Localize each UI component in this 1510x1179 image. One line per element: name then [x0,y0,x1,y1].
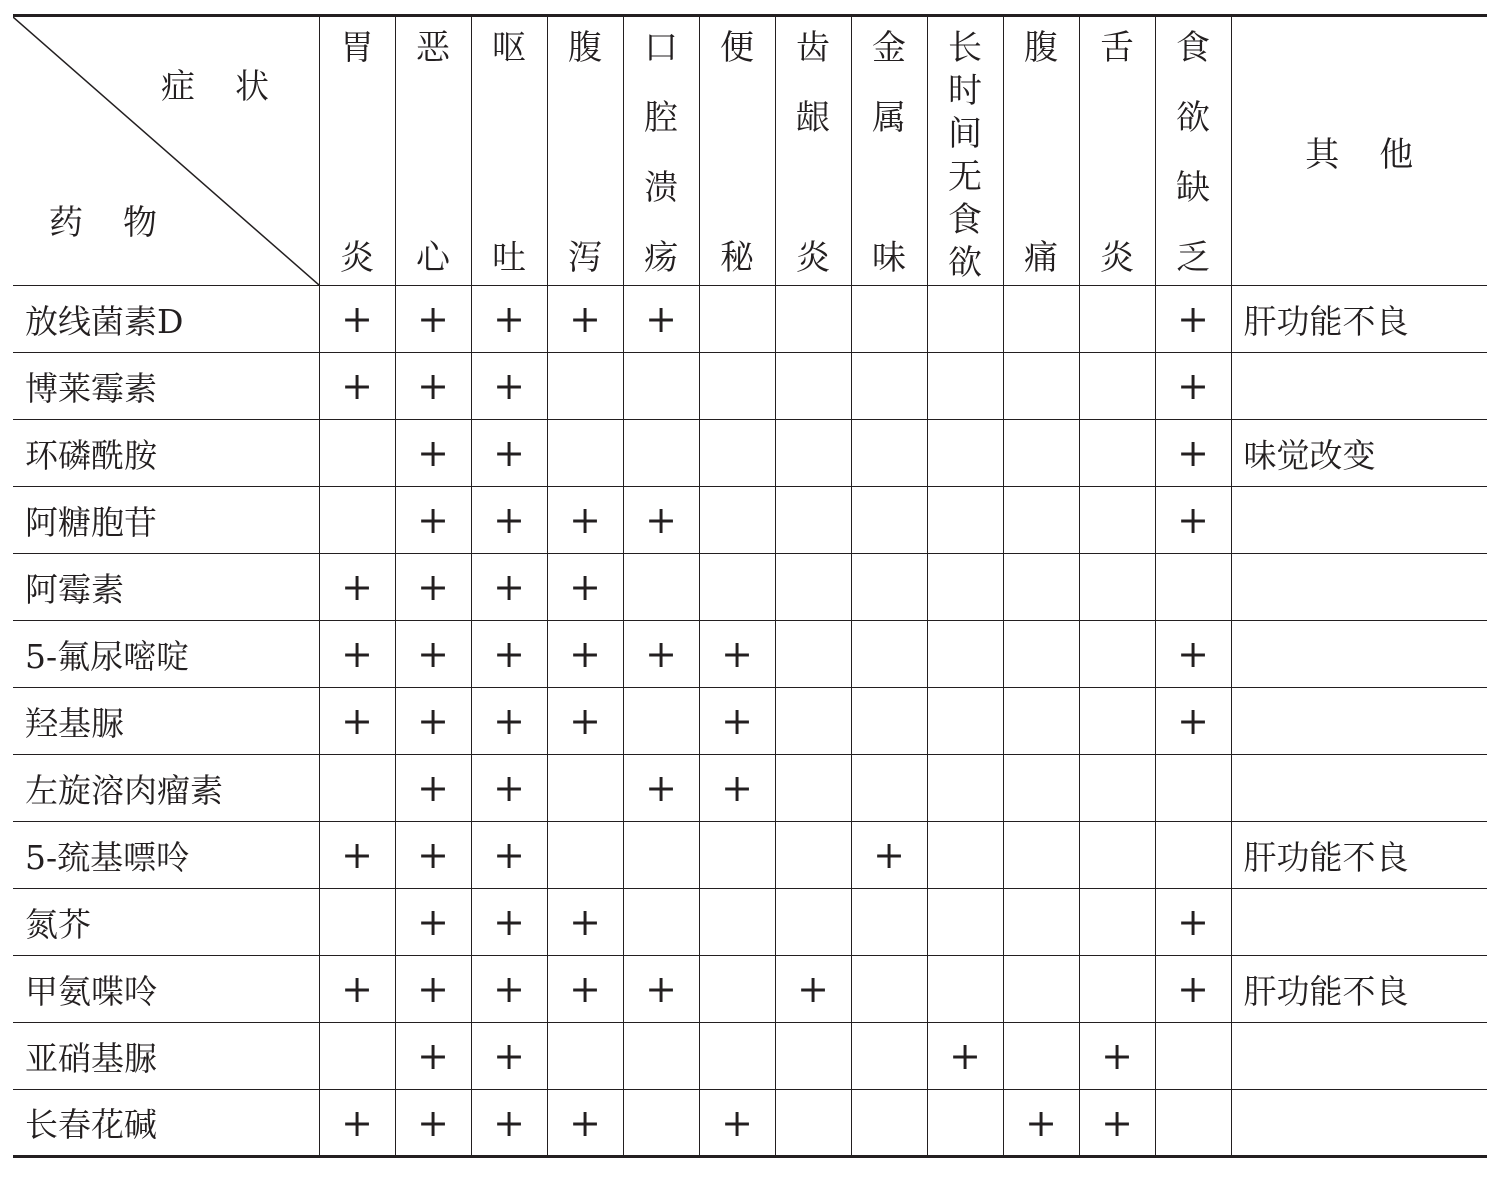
mark-cell-poor-appetite: + [1155,487,1231,554]
drug-name-cell: 阿霉素 [13,554,319,621]
empty-cell [851,420,927,487]
header-char: 溃 [644,168,678,208]
corner-label-drug: 药物 [49,203,197,243]
empty-cell [1155,1023,1231,1090]
other-effect-cell [1231,1090,1487,1157]
mark-cell-vomiting: + [471,554,547,621]
header-char: 心 [416,238,450,278]
empty-cell [1003,420,1079,487]
mark-cell-nausea: + [395,688,471,755]
empty-cell [775,420,851,487]
header-char: 无 [948,157,982,197]
mark-cell-diarrhea: + [547,688,623,755]
empty-cell [1155,822,1231,889]
mark-cell-diarrhea: + [547,554,623,621]
drug-name-cell: 氮芥 [13,889,319,956]
drug-name-cell: 环磷酰胺 [13,420,319,487]
mark-cell-gastritis: + [319,554,395,621]
empty-cell [775,1023,851,1090]
mark-cell-vomiting: + [471,621,547,688]
table-row [13,487,1487,554]
corner-label-symptom: 症状 [161,67,309,107]
empty-cell [1155,554,1231,621]
empty-cell [775,688,851,755]
empty-cell [851,621,927,688]
drug-name-cell: 甲氨喋呤 [13,956,319,1023]
empty-cell [623,688,699,755]
empty-cell [1079,621,1155,688]
empty-cell [699,353,775,420]
other-effect-cell: 肝功能不良 [1231,286,1487,353]
mark-cell-gastritis: + [319,621,395,688]
empty-cell [319,755,395,822]
empty-cell [851,688,927,755]
empty-cell [623,1023,699,1090]
empty-cell [927,755,1003,822]
empty-cell [1079,353,1155,420]
mark-cell-nausea: + [395,889,471,956]
empty-cell [547,1023,623,1090]
other-effect-cell [1231,1023,1487,1090]
mark-cell-poor-appetite: + [1155,286,1231,353]
empty-cell [699,286,775,353]
empty-cell [1003,688,1079,755]
empty-cell [851,286,927,353]
other-effect-cell [1231,621,1487,688]
mark-cell-constipation: + [699,755,775,822]
empty-cell [927,956,1003,1023]
header-char: 呕 [492,28,526,68]
drug-name-cell: 左旋溶肉瘤素 [13,755,319,822]
mark-cell-glossitis: + [1079,1023,1155,1090]
empty-cell [547,353,623,420]
mark-cell-vomiting: + [471,420,547,487]
empty-cell [699,956,775,1023]
mark-cell-nausea: + [395,956,471,1023]
other-effect-cell: 肝功能不良 [1231,956,1487,1023]
empty-cell [927,286,1003,353]
column-header-vomiting [471,16,547,286]
header-char: 长 [948,28,982,68]
empty-cell [547,822,623,889]
header-char: 金 [872,28,906,68]
other-effect-cell [1231,688,1487,755]
empty-cell [319,889,395,956]
mark-cell-oral-ulcer: + [623,755,699,822]
table-row [13,822,1487,889]
mark-cell-diarrhea: + [547,487,623,554]
header-char: 疡 [644,238,678,278]
other-effect-cell [1231,554,1487,621]
mark-cell-poor-appetite: + [1155,688,1231,755]
header-char: 味 [872,238,906,278]
header-char: 食 [948,200,982,240]
empty-cell [623,1090,699,1157]
symptom-drug-table [13,14,1487,1158]
empty-cell [1003,353,1079,420]
empty-cell [1079,822,1155,889]
header-char: 食 [1176,28,1210,68]
empty-cell [1003,621,1079,688]
other-effect-cell [1231,755,1487,822]
mark-cell-nausea: + [395,822,471,889]
header-char: 属 [872,98,906,138]
empty-cell [699,487,775,554]
table-row [13,889,1487,956]
mark-cell-poor-appetite: + [1155,621,1231,688]
empty-cell [1003,889,1079,956]
mark-cell-constipation: + [699,1090,775,1157]
empty-cell [1079,889,1155,956]
empty-cell [1079,420,1155,487]
table-row [13,420,1487,487]
empty-cell [1079,755,1155,822]
mark-cell-poor-appetite: + [1155,889,1231,956]
empty-cell [851,353,927,420]
empty-cell [1079,688,1155,755]
mark-cell-vomiting: + [471,286,547,353]
diagonal-line [13,17,319,285]
mark-cell-oral-ulcer: + [623,621,699,688]
mark-cell-oral-ulcer: + [623,286,699,353]
other-effect-cell: 肝功能不良 [1231,822,1487,889]
empty-cell [623,822,699,889]
header-char: 乏 [1176,238,1210,278]
header-char: 时 [948,71,982,111]
other-effect-cell: 味觉改变 [1231,420,1487,487]
empty-cell [1003,755,1079,822]
header-char: 腹 [1024,28,1058,68]
mark-cell-gastritis: + [319,688,395,755]
header-char: 龈 [796,98,830,138]
mark-cell-nausea: + [395,621,471,688]
other-effect-cell [1231,889,1487,956]
empty-cell [775,487,851,554]
empty-cell [1003,822,1079,889]
mark-cell-vomiting: + [471,1023,547,1090]
mark-cell-abdominal-pain: + [1003,1090,1079,1157]
header-char: 间 [948,114,982,154]
other-effect-cell [1231,487,1487,554]
mark-cell-gastritis: + [319,1090,395,1157]
mark-cell-nausea: + [395,286,471,353]
column-header-gingivitis [775,16,851,286]
header-char: 齿 [796,28,830,68]
empty-cell [1079,956,1155,1023]
table-row [13,554,1487,621]
table-row [13,1023,1487,1090]
header-char: 缺 [1176,168,1210,208]
corner-header-cell [13,16,319,286]
drug-name-cell: 5-氟尿嘧啶 [13,621,319,688]
empty-cell [699,554,775,621]
column-header-gastritis [319,16,395,286]
empty-cell [1003,487,1079,554]
header-char: 痛 [1024,238,1058,278]
mark-cell-nausea: + [395,554,471,621]
empty-cell [927,1090,1003,1157]
empty-cell [1003,956,1079,1023]
empty-cell [319,487,395,554]
table-body [13,286,1487,1157]
mark-cell-gastritis: + [319,353,395,420]
other-effect-cell [1231,353,1487,420]
empty-cell [1003,1023,1079,1090]
empty-cell [851,755,927,822]
header-row [13,16,1487,286]
mark-cell-nausea: + [395,353,471,420]
header-char: 泻 [568,238,602,278]
empty-cell [1155,755,1231,822]
empty-cell [775,353,851,420]
mark-cell-nausea: + [395,755,471,822]
column-header-abdominal-pain [1003,16,1079,286]
empty-cell [851,956,927,1023]
table-row [13,956,1487,1023]
mark-cell-gingivitis: + [775,956,851,1023]
empty-cell [623,889,699,956]
empty-cell [775,822,851,889]
empty-cell [699,822,775,889]
column-header-oral-ulcer [623,16,699,286]
drug-name-cell: 5-巯基嘌呤 [13,822,319,889]
mark-cell-nausea: + [395,1023,471,1090]
empty-cell [1003,554,1079,621]
mark-cell-oral-ulcer: + [623,487,699,554]
mark-cell-diarrhea: + [547,889,623,956]
header-char: 胃 [340,28,374,68]
mark-cell-metallic-taste: + [851,822,927,889]
drug-name-cell: 阿糖胞苷 [13,487,319,554]
column-header-nausea [395,16,471,286]
column-header-other: 其他 [1231,16,1487,286]
empty-cell [775,286,851,353]
mark-cell-vomiting: + [471,889,547,956]
mark-cell-gastritis: + [319,956,395,1023]
empty-cell [851,889,927,956]
mark-cell-poor-appetite: + [1155,420,1231,487]
empty-cell [319,420,395,487]
mark-cell-oral-ulcer: + [623,956,699,1023]
header-char: 炎 [340,238,374,278]
mark-cell-diarrhea: + [547,1090,623,1157]
empty-cell [851,554,927,621]
column-header-diarrhea [547,16,623,286]
empty-cell [699,1023,775,1090]
mark-cell-nausea: + [395,420,471,487]
header-char: 炎 [796,238,830,278]
mark-cell-poor-appetite: + [1155,956,1231,1023]
empty-cell [547,420,623,487]
header-char: 炎 [1100,238,1134,278]
empty-cell [851,487,927,554]
empty-cell [927,688,1003,755]
mark-cell-vomiting: + [471,688,547,755]
header-char: 秘 [720,238,754,278]
mark-cell-poor-appetite: + [1155,353,1231,420]
column-header-glossitis [1079,16,1155,286]
header-char: 舌 [1100,28,1134,68]
header-char: 口 [644,28,678,68]
mark-cell-nausea: + [395,487,471,554]
table-row [13,621,1487,688]
mark-cell-vomiting: + [471,1090,547,1157]
empty-cell [851,1023,927,1090]
column-header-poor-appetite [1155,16,1231,286]
empty-cell [927,621,1003,688]
drug-name-cell: 博莱霉素 [13,353,319,420]
empty-cell [623,554,699,621]
header-char: 腔 [644,98,678,138]
drug-name-cell: 放线菌素D [13,286,319,353]
mark-cell-gastritis: + [319,822,395,889]
table-row [13,688,1487,755]
table-row [13,353,1487,420]
mark-cell-gastritis: + [319,286,395,353]
empty-cell [927,822,1003,889]
header-char: 欲 [1176,98,1210,138]
empty-cell [319,1023,395,1090]
empty-cell [699,420,775,487]
empty-cell [775,755,851,822]
mark-cell-vomiting: + [471,755,547,822]
mark-cell-constipation: + [699,688,775,755]
table-row [13,755,1487,822]
empty-cell [775,1090,851,1157]
empty-cell [623,353,699,420]
empty-cell [851,1090,927,1157]
mark-cell-prolonged-anorexia: + [927,1023,1003,1090]
header-char: 吐 [492,238,526,278]
empty-cell [775,554,851,621]
table-row [13,1090,1487,1157]
mark-cell-glossitis: + [1079,1090,1155,1157]
empty-cell [927,420,1003,487]
empty-cell [1003,286,1079,353]
empty-cell [1155,1090,1231,1157]
empty-cell [1079,286,1155,353]
empty-cell [623,420,699,487]
mark-cell-diarrhea: + [547,621,623,688]
mark-cell-vomiting: + [471,956,547,1023]
drug-name-cell: 亚硝基脲 [13,1023,319,1090]
header-char: 恶 [416,28,450,68]
empty-cell [547,755,623,822]
empty-cell [927,889,1003,956]
header-char: 腹 [568,28,602,68]
column-header-prolonged-anorexia [927,16,1003,286]
empty-cell [699,889,775,956]
mark-cell-vomiting: + [471,487,547,554]
drug-name-cell: 羟基脲 [13,688,319,755]
mark-cell-diarrhea: + [547,956,623,1023]
empty-cell [927,353,1003,420]
column-header-constipation [699,16,775,286]
table-row [13,286,1487,353]
column-header-metallic-taste [851,16,927,286]
empty-cell [927,487,1003,554]
empty-cell [775,621,851,688]
mark-cell-nausea: + [395,1090,471,1157]
empty-cell [775,889,851,956]
drug-name-cell: 长春花碱 [13,1090,319,1157]
empty-cell [1079,554,1155,621]
header-char: 便 [720,28,754,68]
mark-cell-diarrhea: + [547,286,623,353]
mark-cell-vomiting: + [471,353,547,420]
mark-cell-constipation: + [699,621,775,688]
header-char: 欲 [948,243,982,283]
empty-cell [927,554,1003,621]
mark-cell-vomiting: + [471,822,547,889]
empty-cell [1079,487,1155,554]
